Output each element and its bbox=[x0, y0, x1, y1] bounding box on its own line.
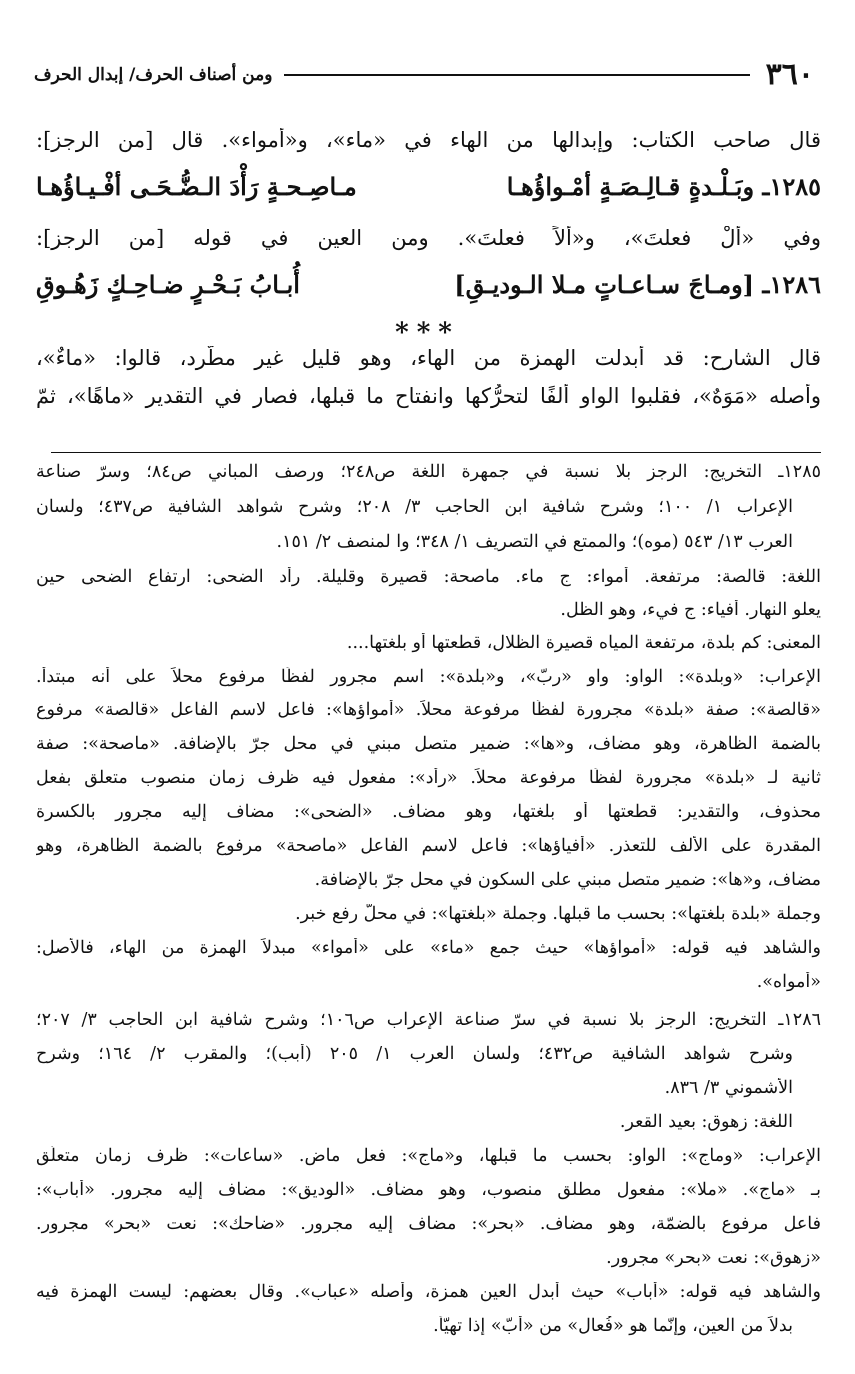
footnote-line: المعنى: كم بلدة، مرتفعة المياه قصيرة الظلال، قطعتها أو بلغتها.... bbox=[346, 633, 821, 653]
footnote-line: «قالصة»: صفة «بلدة» مجرورة لفظًا مرفوعة محلاً. «أمواؤها»: فاعل لاسم الفاعل «قالصة» مرفوع bbox=[36, 700, 821, 720]
body-line-1: قال صاحب الكتاب: وإبدالها من الهاء في «ماء»، و«أمواء». قال [من الرجز]: bbox=[36, 128, 821, 152]
footnote-line: اللغة: قالصة: مرتفعة. أمواء: ج ماء. ماصحة: قصيرة وقليلة. رأد الضحى: ارتفاع الضحى حين bbox=[36, 567, 821, 587]
footnote-line: «أمواه». bbox=[756, 972, 821, 992]
footnote-line: العرب ١٣/ ٥٤٣ (موه)؛ والممتع في التصريف ١/ ٣٤٨؛ وا لمنصف ٢/ ١٥١. bbox=[276, 532, 793, 552]
page-header bbox=[34, 58, 814, 92]
footnote-line: فاعل مرفوع بالضمّة، وهو مضاف. «بحر»: مضاف إليه مجرور. «ضاحك»: نعت «بحر» مجرور. bbox=[36, 1214, 821, 1234]
footnote-line: والشاهد فيه قوله: «أمواؤها» حيث جمع «ماء» على «أمواء» مبدلاً الهمزة من الهاء، فالأصل: bbox=[36, 938, 821, 958]
footnote-line: والشاهد فيه قوله: «أباب» حيث أبدل العين همزة، وأصله «عباب». وقال بعضهم: ليست الهمزة فيه bbox=[36, 1282, 821, 1302]
footnote-line: الإعراب: «وبلدة»: الواو: واو «ربّ»، و«بلدة»: اسم مجرور لفظًا مرفوع محلاً على أنه مبتدأ. bbox=[36, 667, 821, 687]
footnote-line: ١٢٨٦ـ التخريج: الرجز بلا نسبة في سرّ صناعة الإعراب ص١٠٦؛ وشرح شافية ابن الحاجب ٣/ ٢٠٧؛ bbox=[36, 1010, 821, 1030]
verse-1285 bbox=[36, 172, 821, 201]
verse-1286-second-hemistich: أُبـابُ بَـحْـرٍ ضـاحِـكٍ زَهُـوقِ bbox=[36, 270, 300, 299]
verse-1286 bbox=[36, 270, 821, 299]
verse-number-1285: ١٢٨٥ـ bbox=[762, 172, 821, 201]
footnote-line: محذوف، والتقدير: قطعتها أو بلغتها، وهو مضاف. «الضحى»: مضاف إليه مجرور بالكسرة bbox=[36, 802, 821, 822]
body-line-5: قال الشارح: قد أُبدلت الهمزة من الهاء، وهو قليل غير مطّرد، قالوا: «ماءٌ»، bbox=[36, 346, 821, 370]
verse-number-1286: ١٢٨٦ـ bbox=[762, 270, 821, 299]
footnote-line: وشرح شواهد الشافية ص٤٣٢؛ ولسان العرب ١/ ٢٠٥ (أبب)؛ والمقرب ٢/ ١٦٤؛ وشرح bbox=[36, 1044, 793, 1064]
footnote-line: بدلاً من العين، وإنّما هو «فُعال» من «أبّ» إذا تهيّأ. bbox=[433, 1316, 793, 1336]
verse-1285-first-hemistich: ١٢٨٥ـ وبَـلْـدةٍ قـالِـصَـةٍ أمْـواؤُهـا bbox=[506, 172, 821, 201]
body-line-6: وأصله «مَوَهٌ»، فقلبوا الواو ألفًا لتحرُّكها وانفتاح ما قبلها، فصار في التقدير «ماهًا»، ثمّ bbox=[36, 384, 821, 408]
footnote-line: مضاف، و«ها»: ضمير متصل مبني على السكون في محل جرّ بالإضافة. bbox=[314, 870, 821, 890]
footnote-line: الإعراب ١/ ١٠٠؛ وشرح شافية ابن الحاجب ٣/ ٢٠٨؛ وشرح شواهد الشافية ص٤٣٧؛ ولسان bbox=[36, 497, 793, 517]
running-title: ومن أصناف الحرف/ إبدال الحرف bbox=[34, 65, 273, 85]
footnote-line: الأشموني ٣/ ٨٣٦. bbox=[664, 1078, 793, 1098]
footnote-line: ثانية لـ «بلدة» مجرورة لفظًا مرفوعة محلاً. «رأد»: مفعول فيه ظرف زمان منصوب متعلق بفعل bbox=[36, 768, 821, 788]
body-line-3: وفي «ألْ فعلتَ»، و«ألاً فعلتَ». ومن العين في قوله [من الرجز]: bbox=[36, 226, 821, 250]
page-number: ٣٦٠ bbox=[765, 57, 814, 92]
footnote-separator bbox=[51, 452, 821, 453]
footnote-line: «زهوق»: نعت «بحر» مجرور. bbox=[606, 1248, 821, 1268]
footnote-line: وجملة «بلدة بلغتها»: بحسب ما قبلها. وجملة «بلغتها»: في محلّ رفع خبر. bbox=[295, 904, 821, 924]
footnote-line: يعلو النهار. أفياء: ج فيء، وهو الظل. bbox=[560, 600, 821, 620]
footnote-line: بـ «ماج». «ملا»: مفعول مطلق منصوب، وهو مضاف. «الوديق»: مضاف إليه مجرور. «أباب»: bbox=[36, 1180, 821, 1200]
verse-1285-second-hemistich: مـاصِـحـةٍ رَأْدَ الـضُّـحَـى أفْـيـاؤُهـا bbox=[36, 172, 357, 201]
footnote-line: المقدرة على الألف للتعذر. «أفياؤها»: فاعل لاسم الفاعل «ماصحة» مرفوع بالضمة الظاهرة، وهو bbox=[36, 836, 821, 856]
footnote-line: ١٢٨٥ـ التخريج: الرجز بلا نسبة في جمهرة اللغة ص٢٤٨؛ ورصف المباني ص٨٤؛ وسرّ صناعة bbox=[36, 462, 821, 482]
verse-1286-first-hemistich: ١٢٨٦ـ [ومـاجَ سـاعـاتٍ مـلا الـوديـقِ] bbox=[454, 270, 821, 299]
header-rule bbox=[284, 74, 749, 76]
footnote-line: بالضمة الظاهرة، وهو مضاف، و«ها»: ضمير متصل مبني في محل جرّ بالإضافة. «ماصحة»: صفة bbox=[36, 734, 821, 754]
footnote-line: اللغة: زهوق: بعيد القعر. bbox=[619, 1112, 793, 1132]
section-separator-stars: *** bbox=[395, 318, 460, 348]
footnote-line: الإعراب: «وماج»: الواو: بحسب ما قبلها، و«ماج»: فعل ماضٍ. «ساعات»: ظرف زمان متعلّق bbox=[36, 1146, 821, 1166]
